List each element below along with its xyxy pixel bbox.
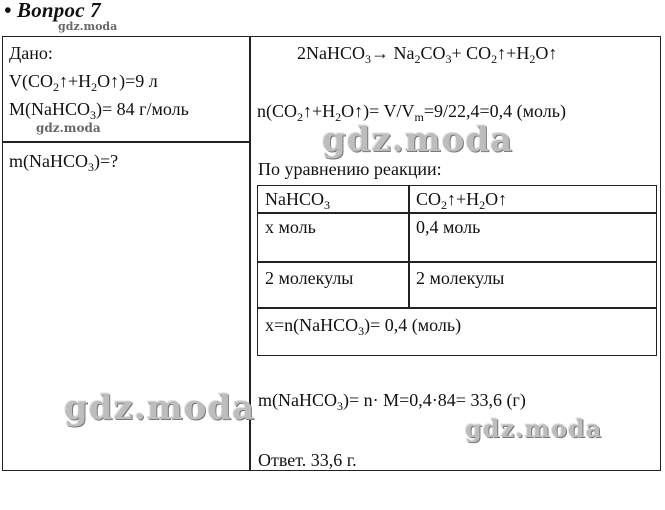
table-row-divider bbox=[258, 307, 656, 309]
proportion-table bbox=[257, 185, 657, 356]
question-heading: • Вопрос 7 bbox=[4, 0, 101, 22]
given-molar-mass: M(NaHCO$_3$)= 84 г/моль bbox=[9, 99, 189, 122]
table-col-divider bbox=[408, 186, 410, 307]
table-cell: 0,4 моль bbox=[416, 217, 481, 237]
watermark-small-2: gdz.moda bbox=[36, 121, 101, 135]
moles-calculation: $n(CO_2↑+H_2O↑)= V/V_m=9/22,4=0,4$ (моль) bbox=[257, 101, 566, 124]
by-reaction-label: По уравнению реакции: bbox=[258, 159, 442, 179]
table-header-nahco3: NaHCO$_3$ bbox=[265, 189, 330, 212]
given-volume: $V(CO_2↑+H_2O↑)=9$ л bbox=[9, 71, 158, 94]
watermark-big-2: gdz.moda bbox=[64, 388, 256, 428]
table-header-products: $CO_2↑+H_2O↑$ bbox=[416, 189, 508, 212]
table-cell: 2 молекулы bbox=[265, 268, 354, 288]
watermark-small: gdz.moda bbox=[58, 20, 118, 33]
answer: Ответ. 33,6 г. bbox=[258, 450, 357, 470]
table-result: x=n(NaHCO$_3$)= 0,4 (моль) bbox=[265, 315, 462, 338]
mass-calculation: m(NaHCO$_3$)= n· M=0,4·84= 33,6 (г) bbox=[258, 390, 526, 413]
watermark-big: gdz.moda bbox=[322, 120, 514, 160]
given-label: Дано: bbox=[9, 43, 53, 63]
table-cell: x моль bbox=[265, 217, 316, 237]
given-divider bbox=[2, 141, 250, 143]
watermark-big-3: gdz.moda bbox=[465, 414, 603, 443]
table-cell: 2 молекулы bbox=[416, 268, 505, 288]
reaction-equation: 2NaHCO$_3$→ $Na_2CO_3+$ $CO_2↑+H_2O↑$ bbox=[297, 43, 558, 66]
table-row-divider bbox=[258, 261, 656, 263]
table-row-divider bbox=[258, 212, 656, 214]
find-mass: m(NaHCO$_3$)=? bbox=[9, 151, 119, 174]
